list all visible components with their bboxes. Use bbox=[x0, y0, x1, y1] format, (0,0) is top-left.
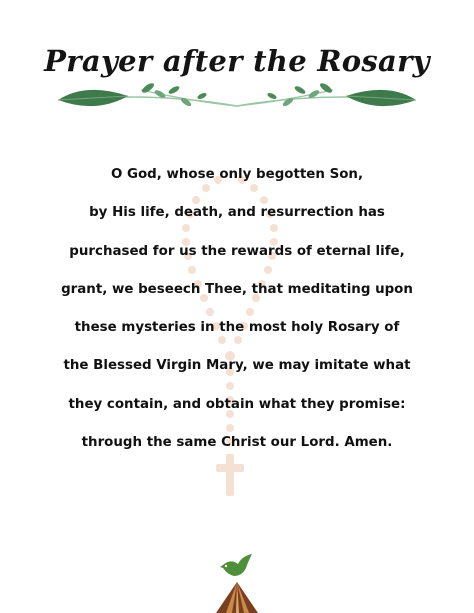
prayer-text bbox=[20, 160, 454, 466]
prayer-line: grant, we beseech Thee, that meditating upon bbox=[61, 281, 413, 297]
prayer-line: by His life, death, and resurrection has bbox=[89, 205, 385, 221]
vine-divider-icon bbox=[56, 80, 418, 120]
page-title: Prayer after the Rosary bbox=[44, 44, 430, 78]
prayer-line: through the same Christ our Lord. Amen. bbox=[81, 435, 393, 451]
prayer-line: the Blessed Virgin Mary, we may imitate what bbox=[63, 358, 411, 374]
prayer-line: these mysteries in the most holy Rosary of bbox=[74, 320, 400, 336]
prayer-line: O God, whose only begotten Son, bbox=[110, 167, 364, 182]
prayer-line: they contain, and obtain what they promise: bbox=[68, 396, 406, 412]
prayer-line: purchased for us the rewards of eternal life, bbox=[69, 243, 405, 259]
dove-logo-icon bbox=[212, 548, 262, 613]
